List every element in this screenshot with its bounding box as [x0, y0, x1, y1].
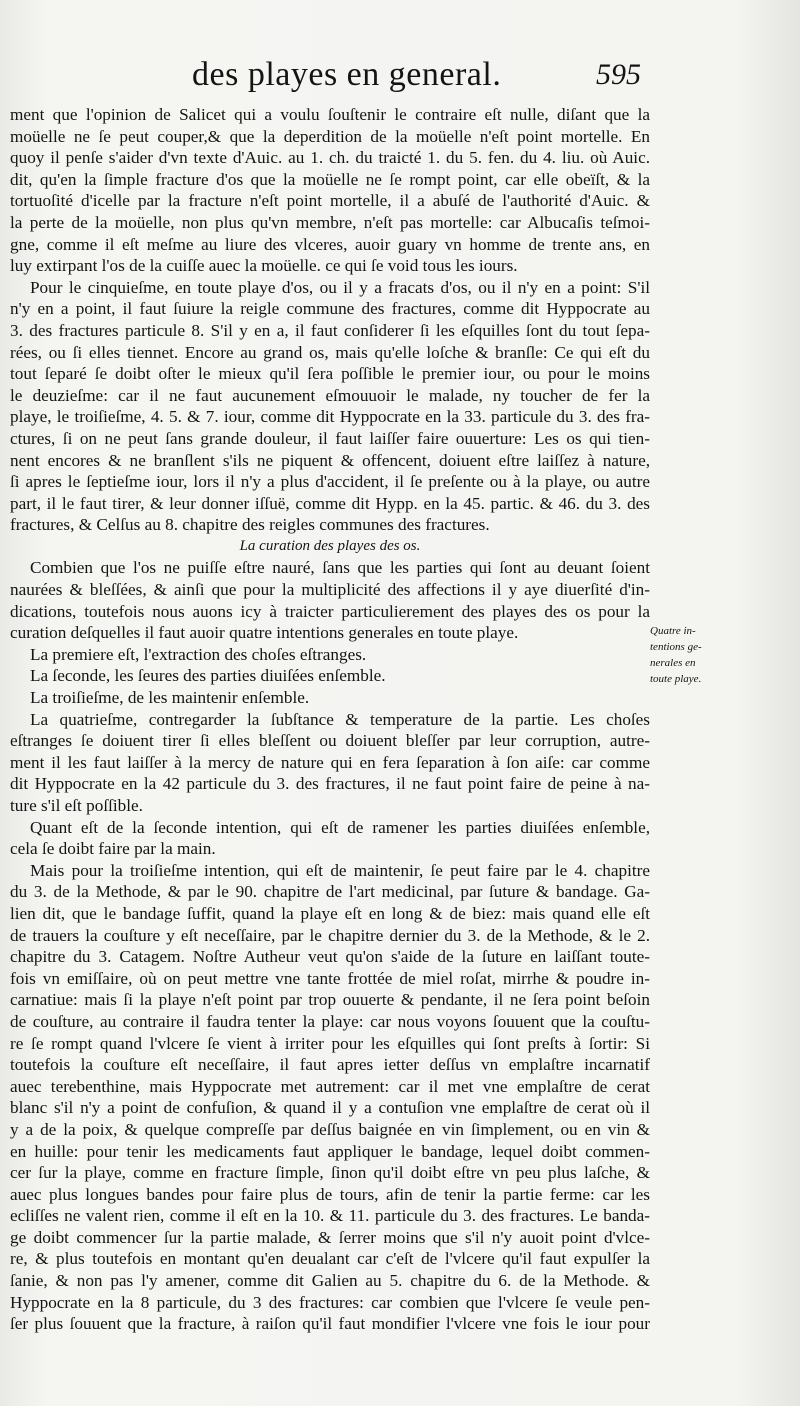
text-line: tortuoſité d'icelle par la fracture n'eſt point mortelle, il a abuſé de l'authorité d'Auic. & [10, 191, 650, 211]
text-line: Combien que l'os ne puiſſe eſtre nauré, ſans que les parties qui ſont au deuant ſoient [30, 558, 650, 578]
text-line: du 3. de la Methode, & par le 90. chapitre de l'art medicinal, par ſuture & bandage. Ga- [10, 882, 650, 902]
text-line: de trauers la couſture y eſt neceſſaire, par le chapitre dernier du 3. de la Methode, & le 2. [10, 925, 650, 945]
text-line: luy extirpant l'os de la cuiſſe auec la moüelle. ce qui ſe void tous les iours. [10, 256, 518, 276]
text-line: ecliſſes ne valent rien, comme il eſt en la 10. & 11. particule du 3. des fractures. Le banda- [10, 1206, 650, 1226]
section-heading: La curation des playes des os. [239, 537, 421, 554]
text-line: La quatrieſme, contregarder la ſubſtance & temperature de la partie. Les choſes [30, 709, 650, 729]
text-line: ture s'il eſt poſſible. [10, 796, 143, 815]
margin-note-line: Quatre in- [650, 625, 696, 637]
text-line: moüelle ne ſe peut couper,& que la deperdition de la moüelle n'eſt point mortelle. En [10, 126, 650, 146]
running-title: des playes en general. [192, 56, 502, 93]
text-line: ctures, ſi on ne peut ſans grande douleur, il faut laiſſer faire ouuerture: Les os qui tien- [10, 428, 650, 448]
text-line: playe, le troiſieſme, 4. 5. & 7. iour, comme dit Hyppocrate en la 33. particule du 3. des fra- [10, 407, 650, 427]
running-head [0, 56, 800, 100]
text-line: la perte de la moüelle, non plus qu'vn membre, n'eſt pas mortelle: car Albucaſis teſmoi- [10, 212, 650, 232]
text-line: La troiſieſme, de les maintenir enſemble. [30, 688, 310, 708]
text-line: ſanie, & non pas l'y amener, comme dit Galien au 5. chapitre du 6. de la Methode. & [10, 1271, 650, 1291]
text-line: Pour le cinquieſme, en toute playe d'os, ou il y a fracats d'os, ou il n'y en a point: S'il [30, 277, 650, 297]
text-line: Hyppocrate en la 8 particule, du 3 des fractures: car combien que l'vlcere ſe veule pen- [10, 1292, 650, 1312]
text-line: La ſeconde, les ſeures des parties diuiſées enſemble. [30, 666, 386, 686]
text-line: lien dit, que le bandage ſuffit, quand la playe eſt en long & de biez: mais quand elle eſt [10, 903, 650, 923]
text-line: Quant eſt de la ſeconde intention, qui eſt de ramener les parties diuiſées enſemble, [30, 817, 650, 837]
text-line: auec terebenthine, mais Hyppocrate met autrement: car il met vne emplaſtre de cerat [10, 1076, 650, 1096]
text-line: quoy il penſe s'aider d'vn texte d'Auic. au 1. ch. du traicté 1. du 5. fen. du 4. liu. où Auic. [10, 148, 650, 168]
text-line: cela ſe doibt faire par la main. [10, 839, 216, 859]
text-line: re ſe rompt quand l'vlcere ſe vient à irriter pour les eſquilles qui ſont preſts à ſortir: Si [10, 1033, 650, 1053]
text-line: n'y en a point, il faut ſuiure la reigle commune des fractures, comme dit Hyppocrate au [10, 299, 650, 319]
text-line: ment que l'opinion de Salicet qui a voulu ſouſtenir le contraire eſt nulle, diſant que la [10, 105, 650, 124]
text-line: toutefois la couſture eſt neceſſaire, il faut apres ietter deſſus vn emplaſtre incarnatif [10, 1055, 650, 1075]
text-line: fois vn emiſſaire, où on peut mettre vne tante frottée de miel roſat, mirrhe & poudre in- [10, 968, 650, 988]
text-line: carnatiue: mais ſi la playe n'eſt point par trop ouuerte & pendante, il ne ſera point beſoin [10, 990, 650, 1010]
text-line: rées, ou ſi elles tiennet. Encore au grand os, mais qu'elle loſche & branſle: Ce qui eſt du [10, 342, 650, 362]
text-line: ment il les faut laiſſer à la mercy de nature qui en fera ſeparation à ſon aiſe: car comme [10, 752, 650, 772]
text-line: part, il le faut tirer, & leur donner iſſuë, comme dit Hypp. en la 45. partic. & 46. du 3. des [10, 493, 650, 513]
text-line: auec plus longues bandes pour faire plus de tours, afin de tenir la partie ferme: car les [10, 1184, 650, 1204]
text-line: dit, qu'en la ſimple fracture d'os que la moüelle ne ſe rompt point, car elle obeïſt, & la [10, 169, 650, 189]
text-line: ſi apres le ſeptieſme iour, lors il n'y a plus d'accident, il ſe preſente ou à la playe, ou autre [10, 472, 650, 492]
margin-note [650, 623, 720, 687]
text-line: tout ſeparé ſe doibt oſter le mieux qu'il ſera poſſible le premier iour, ou pour le moins [10, 364, 650, 384]
text-line: nent encores & ne branſlent s'ils ne piquent & offencent, doiuent eſtre laiſſez à nature, [10, 450, 650, 470]
text-line: ge doibt commencer ſur la partie malade, & ſerrer moins que s'il n'y auoit point d'vlce- [10, 1227, 650, 1247]
text-line: cer ſur la playe, comme en fracture ſimple, ſinon qu'il doibt eſtre vn peu plus laſche, & [10, 1163, 650, 1183]
text-line: eſtranges ſe doiuent tirer ſi elles bleſſent ou doiuent bleſſer par leur corruption, autre- [10, 731, 650, 751]
text-line: 3. des fractures particule 8. S'il y en a, il faut conſiderer ſi les eſquilles ſont du tout ſepa- [10, 320, 650, 340]
text-line: le deuzieſme: car il ne faut aucunement eſmouuoir le malade, ny toucher de fer la [10, 385, 650, 405]
text-line: blanc s'il n'y a point de confuſion, & quand il y a contuſion vne emplaſtre de cerat où il [10, 1098, 650, 1118]
text-line: curation deſquelles il faut auoir quatre intentions generales en toute playe. [10, 623, 519, 643]
page-number: 595 [596, 58, 641, 91]
margin-note-line: tentions ge- [650, 641, 702, 653]
text-line: fractures, & Celſus au 8. chapitre des reigles communes des fractures. [10, 515, 490, 535]
text-line: gne, comme il eſt meſme au liure des vlceres, auoir guary vn homme de trente ans, en [10, 234, 650, 254]
text-line: dit Hyppocrate en la 42 particule du 3. des fractures, il ne faut point faire de peine à na- [10, 774, 650, 794]
text-line: de couſture, au contraire il faudra tenter la playe: car nous voyons ſouuent que la couſtu- [10, 1011, 650, 1031]
margin-note-line: toute playe. [650, 673, 702, 685]
text-line: Mais pour la troiſieſme intention, qui eſt de maintenir, ſe peut faire par le 4. chapitre [30, 860, 650, 880]
text-line: y a de la poix, & quelque compreſſe par deſſus baignée en vin ſimplement, ou en vin & [10, 1119, 650, 1139]
text-line: en huille: pour tenir les medicaments faut appliquer le bandage, lequel doibt commen- [10, 1141, 650, 1161]
text-line: ſer plus ſouuent que la fracture, à raiſon qu'il faut mondifier l'vlcere vne fois le iour pour [10, 1314, 650, 1334]
text-line: La premiere eſt, l'extraction des choſes eſtranges. [30, 644, 367, 664]
text-line: re, & plus toutefois en montant qu'en deualant car c'eſt de l'vlcere qu'il faut expulſer la [10, 1249, 650, 1269]
body-text [10, 104, 650, 1335]
text-line: naurées & bleſſées, & ainſi que pour la multiplicité des affections il y aye diuerſité d'in- [10, 580, 650, 600]
margin-note-line: nerales en [650, 657, 696, 669]
text-line: dications, toutefois nous auons icy à traicter particulierement des playes des os pour la [10, 601, 650, 621]
text-line: chapitre du 3. Catagem. Noſtre Autheur veut qu'on s'aide de la ſuture en laiſſant toute- [10, 947, 650, 967]
